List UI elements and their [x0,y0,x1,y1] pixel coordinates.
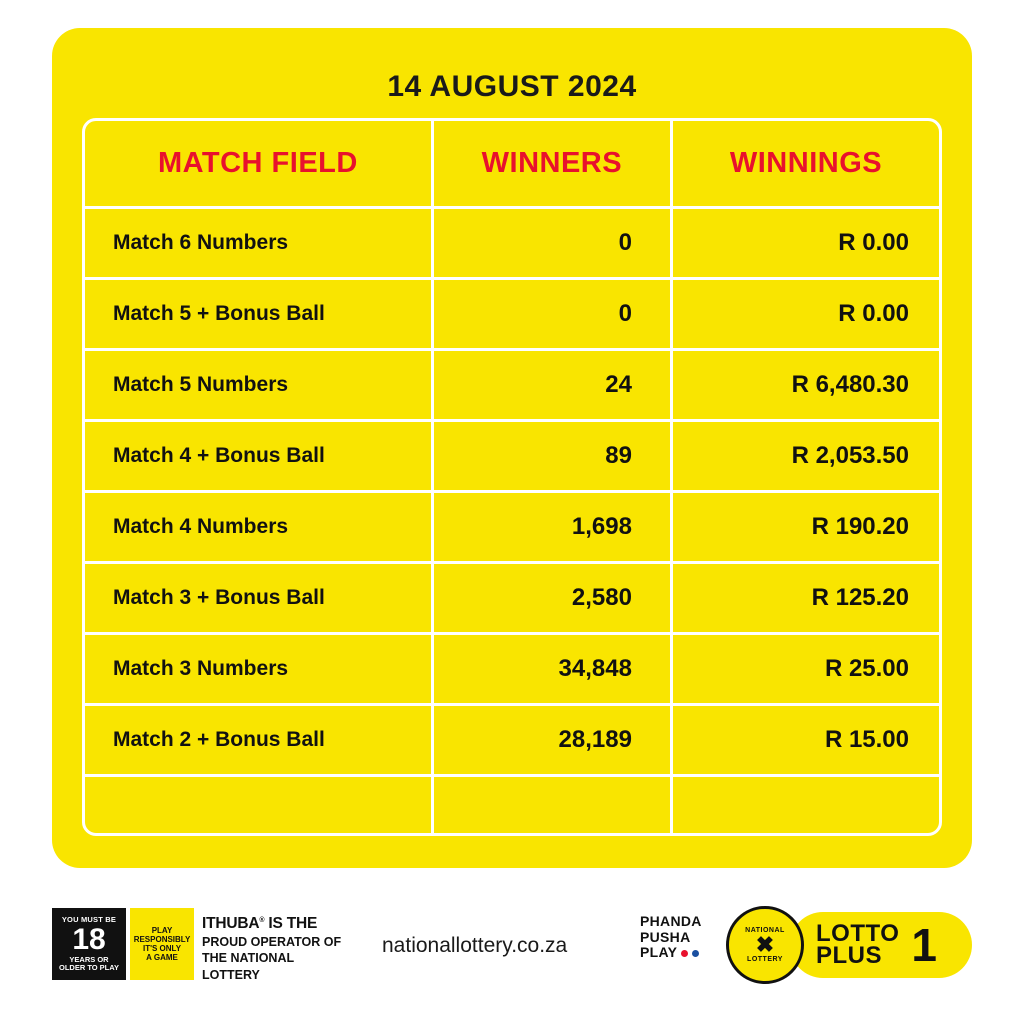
cell-match-field [85,209,434,277]
results-card [52,28,972,868]
column-header-winners: WINNERS [434,121,673,206]
phanda-line2: PUSHA [640,928,691,945]
table-header-row [85,121,939,209]
results-table [82,118,942,836]
age-badge-line3: YEARS OR [69,955,109,965]
match-field-text: Match 4 + Bonus Ball [113,444,325,467]
cell-winnings [673,635,939,703]
phanda-line3-text: PLAY [640,944,678,961]
column-header-winnings: WINNINGS [729,147,883,179]
phanda-line3 [640,945,703,961]
phanda-dot-red-icon [681,950,688,957]
national-lottery-badge-top: NATIONAL [745,927,785,934]
winners-text: 2,580 [571,584,632,611]
winners-text: 0 [618,229,632,256]
operator-brand: ITHUBA [202,915,260,932]
winnings-text: R 6,480.30 [791,371,909,398]
operator-line1 [202,914,352,934]
operator-statement [202,914,352,983]
table-row [85,422,939,493]
winnings-text: R 0.00 [838,229,909,256]
cell-winners [434,564,673,632]
play-responsibly-line4: A GAME [146,953,178,963]
winnings-text: R 190.20 [811,513,909,540]
cell-winnings [673,422,939,490]
cell-winnings [673,706,939,774]
cell-winners [434,493,673,561]
table-row [85,706,939,777]
play-responsibly-badge [130,908,194,980]
cell-match-field [85,493,434,561]
winners-text: 24 [605,371,632,398]
cell-winners [434,635,673,703]
match-field-text: Match 3 + Bonus Ball [113,586,325,609]
play-responsibly-line3: IT'S ONLY [142,944,182,953]
cell-winners [434,351,673,419]
game-logo-line2: PLUS [816,942,883,969]
cell-winnings [673,351,939,419]
spacer-cell-winners [434,777,673,833]
table-row [85,635,939,706]
operator-line2: PROUD OPERATOR OF [202,935,342,950]
operator-line3: THE NATIONAL LOTTERY [202,951,294,982]
cell-match-field [85,706,434,774]
spacer-cell-winnings [673,777,939,833]
age-badge-line1: YOU MUST BE [61,915,117,925]
winners-text: 28,189 [558,726,632,753]
winners-text: 1,698 [571,513,632,540]
age-restriction-badge [52,908,126,980]
website-url[interactable]: nationallottery.co.za [382,934,568,957]
winnings-text: R 15.00 [824,726,909,753]
national-lottery-badge-bottom: LOTTERY [747,956,783,963]
cell-winners [434,422,673,490]
age-badge-line4: OLDER TO PLAY [58,962,119,972]
cell-winnings [673,280,939,348]
table-row [85,493,939,564]
age-badge-number: 18 [72,923,106,957]
cell-match-field [85,351,434,419]
play-responsibly-line2: RESPONSIBLY [133,934,191,944]
cell-winners [434,280,673,348]
table-row [85,280,939,351]
cell-match-field [85,280,434,348]
match-field-text: Match 2 + Bonus Ball [113,728,325,751]
page-title: 14 AUGUST 2024 [387,70,637,103]
phanda-line1: PHANDA [640,913,702,929]
column-header-match-field: MATCH FIELD [85,121,434,206]
match-field-text: Match 4 Numbers [113,515,289,538]
winners-text: 34,848 [558,655,632,682]
winners-text: 89 [605,442,632,469]
operator-registered-mark: ® [259,916,265,924]
cell-winners [434,706,673,774]
match-field-text: Match 3 Numbers [113,657,289,680]
phanda-pusha-play-logo [640,914,703,961]
table-row [85,351,939,422]
cell-match-field [85,422,434,490]
operator-line1-suffix: IS THE [264,915,318,932]
cell-winners [434,209,673,277]
winnings-text: R 25.00 [824,655,909,682]
winnings-text: R 2,053.50 [791,442,909,469]
cell-match-field [85,564,434,632]
table-bottom-spacer [85,777,939,833]
winners-text: 0 [618,300,632,327]
spacer-cell-field [85,777,434,833]
national-lottery-badge-icon [726,906,804,984]
play-responsibly-line1: PLAY [151,925,173,935]
footer [0,890,1024,1024]
game-logo-number: 1 [911,919,937,971]
national-lottery-x-icon: ✖ [755,932,775,957]
cell-winnings [673,564,939,632]
match-field-text: Match 5 Numbers [113,373,289,396]
game-logo-line1: LOTTO [816,919,900,947]
game-logo-text [816,919,900,969]
cell-match-field [85,635,434,703]
winnings-text: R 0.00 [838,300,909,327]
match-field-text: Match 6 Numbers [113,231,289,254]
game-logo [790,912,972,978]
match-field-text: Match 5 + Bonus Ball [113,302,325,325]
cell-winnings [673,493,939,561]
phanda-dot-blue-icon [692,950,699,957]
table-row [85,564,939,635]
winnings-text: R 125.20 [811,584,909,611]
table-row [85,209,939,280]
cell-winnings [673,209,939,277]
